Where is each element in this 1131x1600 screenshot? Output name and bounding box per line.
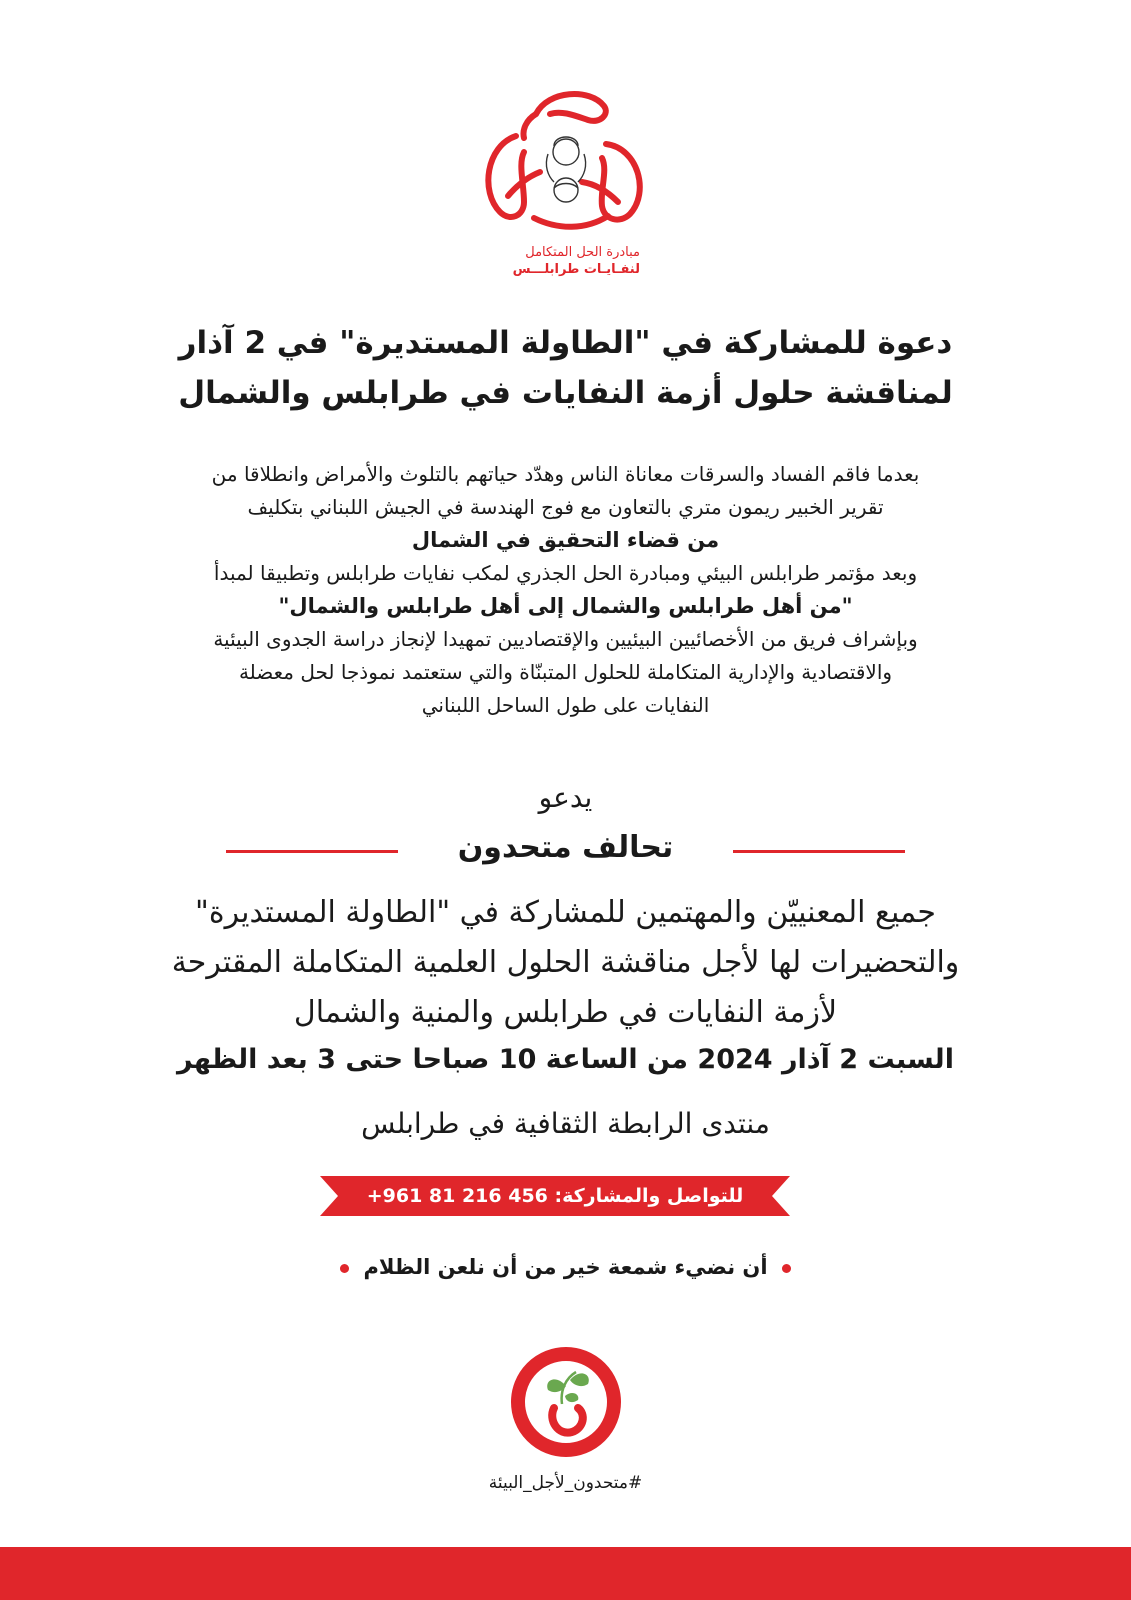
page-title bbox=[0, 318, 1131, 418]
recycling-leaves-logo-icon bbox=[478, 84, 654, 234]
call-line: جميع المعنييّن والمهتمين للمشاركة في "الطاولة المستديرة" bbox=[195, 895, 936, 930]
invitation-call bbox=[0, 888, 1131, 1038]
intro-line: تقرير الخبير ريمون متري بالتعاون مع فوج الهندسة في الجيش اللبناني بتكليف bbox=[247, 495, 884, 519]
bullet-dot-icon bbox=[782, 1264, 791, 1273]
footer-bar bbox=[0, 1547, 1131, 1600]
call-line: والتحضيرات لها لأجل مناقشة الحلول العلمية المتكاملة المقترحة bbox=[171, 945, 960, 980]
intro-bold-line: من قضاء التحقيق في الشمال bbox=[411, 528, 720, 552]
org-name-line1: مبادرة الحل المتكامل bbox=[525, 245, 640, 260]
contact-label: للتواصل والمشاركة: bbox=[554, 1185, 744, 1207]
title-line-1: دعوة للمشاركة في "الطاولة المستديرة" في 2 آذار bbox=[178, 325, 953, 361]
intro-line: النفايات على طول الساحل اللبناني bbox=[421, 693, 710, 717]
organization-name bbox=[440, 244, 640, 278]
org-name-line2: لنفـايـات طرابلـــس bbox=[512, 262, 640, 277]
intro-line: وبإشراف فريق من الأخصائيين البيئيين والإقتصاديين تمهيدا لإنجاز دراسة الجدوى البيئية bbox=[213, 627, 918, 651]
contact-banner bbox=[340, 1176, 770, 1216]
coalition-name: تحالف متحدون bbox=[457, 830, 674, 865]
intro-line: وبعد مؤتمر طرابلس البيئي ومبادرة الحل الجذري لمكب نفايات طرابلس وتطبيقا لمبدأ bbox=[213, 561, 918, 585]
intro-line: والاقتصادية والإدارية المتكاملة للحلول المتبنّاة والتي ستعتمد نموذجا لحل معضلة bbox=[238, 660, 893, 684]
call-line: لأزمة النفايات في طرابلس والمنية والشمال bbox=[293, 995, 838, 1030]
mutahidoun-logo-icon bbox=[510, 1346, 622, 1458]
invites-label: يدعو bbox=[538, 781, 593, 814]
intro-line: بعدما فاقم الفساد والسرقات معاناة الناس وهدّد حياتهم بالتلوث والأمراض وانطلاقا من bbox=[211, 462, 920, 486]
title-line-2: لمناقشة حلول أزمة النفايات في طرابلس والشمال bbox=[178, 375, 953, 411]
slogan-text: أن نضيء شمعة خير من أن نلعن الظلام bbox=[363, 1255, 768, 1279]
bullet-dot-icon bbox=[340, 1264, 349, 1273]
intro-text bbox=[0, 458, 1131, 722]
event-venue: منتدى الرابطة الثقافية في طرابلس bbox=[361, 1107, 770, 1140]
event-datetime: السبت 2 آذار 2024 من الساعة 10 صباحا حتى 3 بعد الظهر bbox=[177, 1044, 954, 1075]
contact-phone[interactable]: +961 81 216 456 bbox=[366, 1185, 548, 1207]
intro-bold-line: "من أهل طرابلس والشمال إلى أهل طرابلس والشمال" bbox=[278, 594, 853, 618]
slogan bbox=[0, 1252, 1131, 1282]
hashtag: #متحدون_لأجل_البيئة bbox=[488, 1473, 643, 1493]
